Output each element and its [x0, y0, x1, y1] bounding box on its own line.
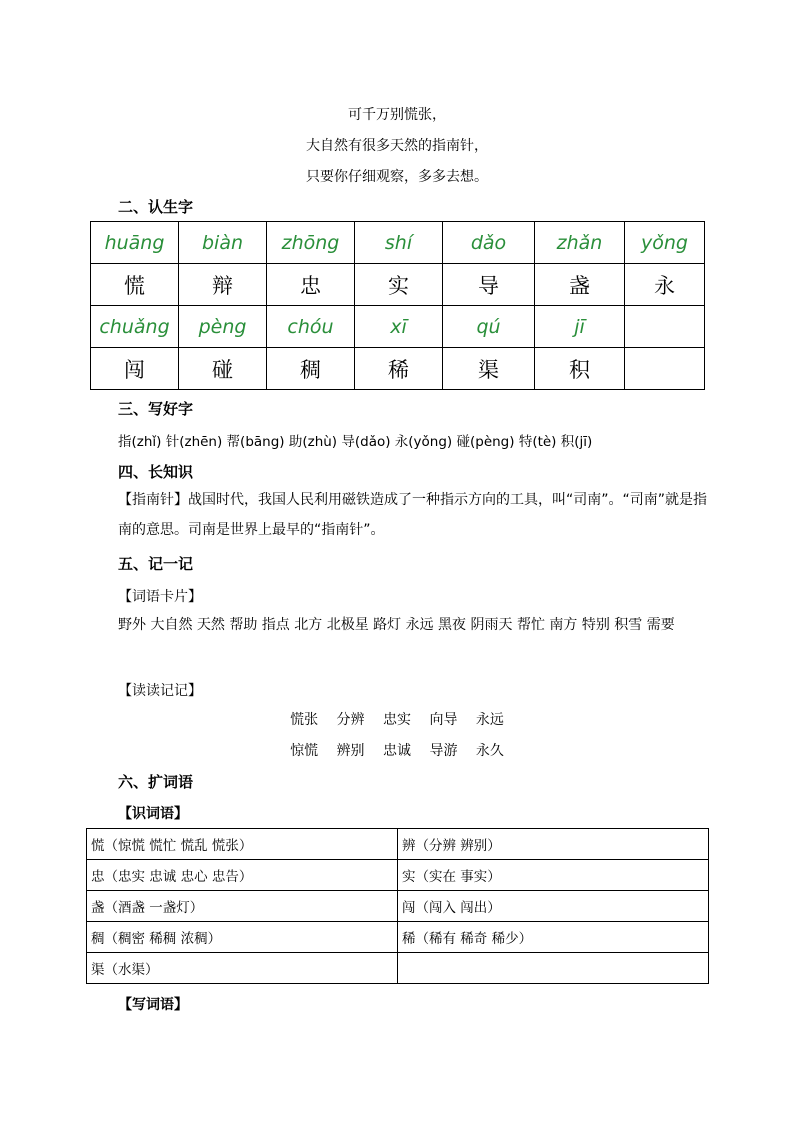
recognize-words-title: 【识词语】 — [118, 806, 188, 822]
section-heading-remember: 五、记一记 — [118, 555, 194, 573]
character-cell: 导 — [443, 264, 535, 306]
pinyin-cell: biàn — [179, 222, 267, 264]
word-card-title: 【词语卡片】 — [118, 589, 202, 605]
pinyin-row — [91, 306, 705, 348]
read-row — [0, 740, 794, 760]
character-cell: 实 — [355, 264, 443, 306]
pinyin-cell — [625, 306, 705, 348]
read-remember-title: 【读读记记】 — [118, 683, 202, 699]
word-item: 辨别 — [336, 743, 365, 759]
section-heading-knowledge: 四、长知识 — [118, 463, 194, 481]
table-cell: 闯（闯入 闯出） — [398, 891, 709, 922]
character-cell: 慌 — [91, 264, 179, 306]
pinyin-cell: xī — [355, 306, 443, 348]
pinyin-cell: dǎo — [443, 222, 535, 264]
table-cell — [398, 953, 709, 984]
table-cell: 实（实在 事实） — [398, 860, 709, 891]
table-row — [87, 829, 709, 860]
character-cell: 渠 — [443, 348, 535, 390]
table-cell: 忠（忠实 忠诚 忠心 忠告） — [87, 860, 398, 891]
table-cell: 辨（分辨 辨别） — [398, 829, 709, 860]
table-cell: 盏（酒盏 一盏灯） — [87, 891, 398, 922]
word-card-words: 野外 大自然 天然 帮助 指点 北方 北极星 路灯 永远 黑夜 阴雨天 帮忙 南方 特别 积雪 需要 — [118, 617, 675, 633]
pinyin-row — [91, 222, 705, 264]
poem-line: 可千万别慌张， — [348, 107, 446, 123]
word-item: 忠实 — [383, 712, 411, 728]
character-cell — [625, 348, 705, 390]
pinyin-cell: chóu — [267, 306, 355, 348]
section-heading-expand-words: 六、扩词语 — [118, 773, 194, 791]
word-item: 慌张 — [290, 712, 319, 728]
read-row — [0, 709, 794, 729]
pinyin-cell: huāng — [91, 222, 179, 264]
new-characters-table — [90, 221, 705, 390]
table-row — [87, 891, 709, 922]
pinyin-cell: zhǎn — [535, 222, 625, 264]
poem — [0, 100, 794, 193]
word-item: 永久 — [475, 743, 504, 759]
words-table — [86, 828, 709, 984]
pinyin-cell: pèng — [179, 306, 267, 348]
pinyin-cell: chuǎng — [91, 306, 179, 348]
write-chars-line: 指(zhǐ) 针(zhēn) 帮(bāng) 助(zhù) 导(dǎo) 永(yǒng) 碰(pèng) 特(tè) 积(jī) — [118, 434, 593, 450]
word-item: 分辨 — [336, 712, 365, 728]
character-cell: 永 — [625, 264, 705, 306]
pinyin-cell: jī — [535, 306, 625, 348]
character-row — [91, 264, 705, 306]
table-cell: 稀（稀有 稀奇 稀少） — [398, 922, 709, 953]
word-item: 向导 — [429, 712, 458, 728]
word-item: 忠诚 — [383, 743, 411, 759]
word-item: 永远 — [475, 712, 504, 728]
word-item: 惊慌 — [290, 743, 319, 759]
character-cell: 忠 — [267, 264, 355, 306]
write-words-title: 【写词语】 — [118, 997, 188, 1013]
table-cell: 稠（稠密 稀稠 浓稠） — [87, 922, 398, 953]
pinyin-cell: shí — [355, 222, 443, 264]
pinyin-cell: zhōng — [267, 222, 355, 264]
character-cell: 积 — [535, 348, 625, 390]
table-row — [87, 953, 709, 984]
character-cell: 碰 — [179, 348, 267, 390]
character-cell: 闯 — [91, 348, 179, 390]
section-heading-write-chars: 三、写好字 — [118, 400, 194, 418]
poem-line: 只要你仔细观察，多多去想。 — [306, 169, 488, 185]
pinyin-cell: yǒng — [625, 222, 705, 264]
character-cell: 稀 — [355, 348, 443, 390]
table-row — [87, 922, 709, 953]
word-item: 导游 — [429, 743, 458, 759]
character-row — [91, 348, 705, 390]
section-heading-recognize-chars: 二、认生字 — [118, 198, 194, 216]
character-cell: 稠 — [267, 348, 355, 390]
pinyin-cell: qú — [443, 306, 535, 348]
table-row — [87, 860, 709, 891]
character-cell: 辩 — [179, 264, 267, 306]
table-cell: 渠（水渠） — [87, 953, 398, 984]
knowledge-paragraph: 【指南针】战国时代，我国人民利用磁铁造成了一种指示方向的工具，叫“司南”。“司南”就是指南的意思。司南是世界上最早的“指南针”。 — [118, 492, 708, 538]
character-cell: 盏 — [535, 264, 625, 306]
poem-line: 大自然有很多天然的指南针， — [306, 138, 488, 154]
table-cell: 慌（惊慌 慌忙 慌乱 慌张） — [87, 829, 398, 860]
